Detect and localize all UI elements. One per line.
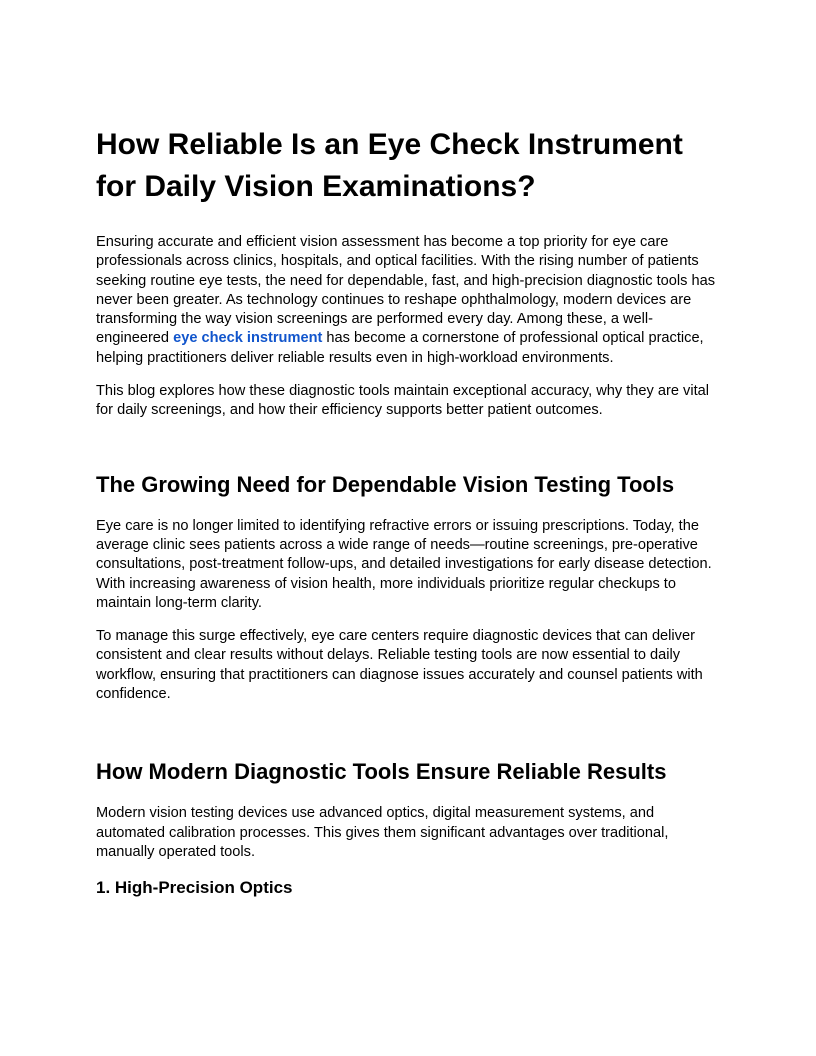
intro-paragraph-1 — [96, 233, 720, 368]
section2-paragraph-1: Modern vision testing devices use advanced optics, digital measurement systems, and automated calibration processes. This gives them significant advantages over traditional, manually operated tools. — [96, 805, 669, 860]
subheading-high-precision-optics: 1. High-Precision Optics — [96, 878, 293, 898]
page-title: How Reliable Is an Eye Check Instrument for Daily Vision Examinations? — [96, 128, 683, 203]
section-heading-growing-need: The Growing Need for Dependable Vision Testing Tools — [96, 471, 675, 497]
section1-paragraph-1: Eye care is no longer limited to identifying refractive errors or issuing prescriptions. Today, the average clinic sees patients across a wide range of needs—routine screenings, pre-operative consultations, post-treatment follow-ups, and detailed investigations for early disease detection. With increasing awareness of vision health, more individuals prioritize regular checkups to maintain long-term clarity. — [96, 517, 712, 611]
section1-paragraph-2: To manage this surge effectively, eye care centers require diagnostic devices that can deliver consistent and clear results without delays. Reliable testing tools are now essential to daily workflow, ensuring that practitioners can diagnose issues accurately and counsel patients with confidence. — [96, 628, 703, 703]
intro-paragraph-2: This blog explores how these diagnostic tools maintain exceptional accuracy, why they are vital for daily screenings, and how their efficiency supports better patient outcomes. — [96, 383, 709, 419]
document-page — [96, 124, 720, 900]
intro-text-after-link: has become a cornerstone of professional optical practice, helping practitioners deliver reliable results even in high-workload environments. — [96, 330, 704, 366]
intro-text-before-link: Ensuring accurate and efficient vision assessment has become a top priority for eye care professionals across clinics, hospitals, and optical facilities. With the rising number of patients seeking routine eye tests, the need for dependable, fast, and high-precision diagnostic tools has never been greater. As technology continues to reshape ophthalmology, modern devices are transforming the way vision screenings are performed every day. Among these, a well-engineered — [96, 234, 716, 347]
eye-check-instrument-link[interactable]: eye check instrument — [173, 330, 323, 347]
section-heading-modern-tools: How Modern Diagnostic Tools Ensure Reliable Results — [96, 759, 667, 785]
